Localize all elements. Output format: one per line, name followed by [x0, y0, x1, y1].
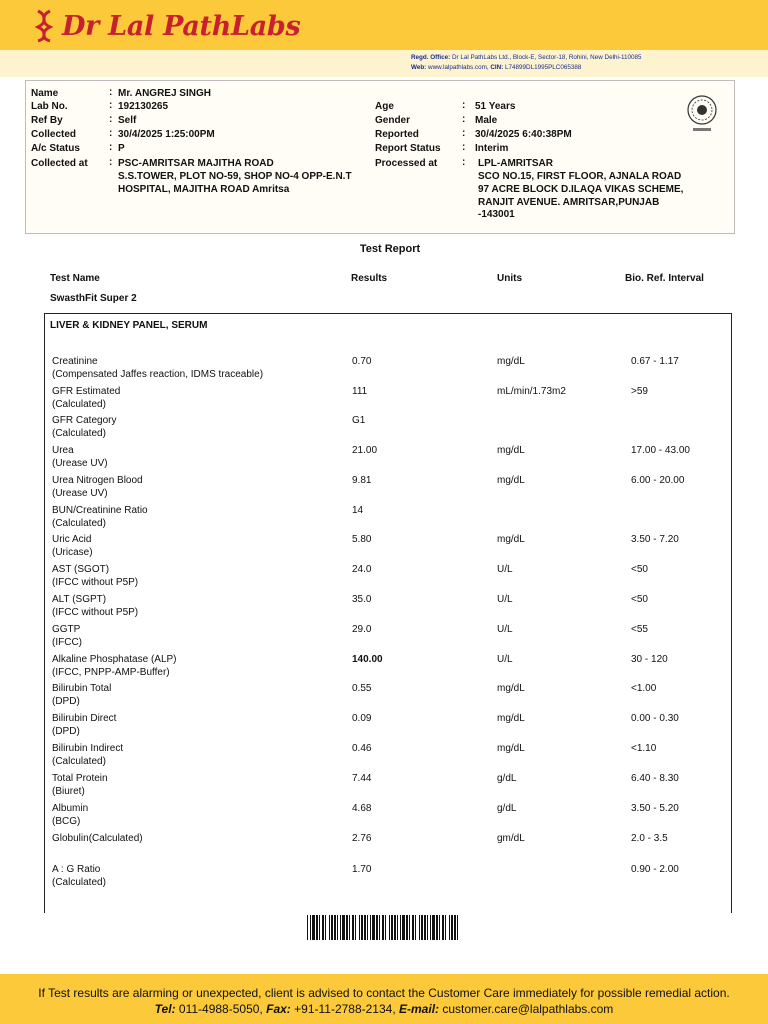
report-title: Test Report [359, 243, 421, 255]
test-result: 4.68 [352, 803, 372, 814]
test-unit: mg/dL [497, 713, 525, 724]
column-header-test: Test Name [50, 273, 100, 284]
test-result: G1 [352, 415, 366, 426]
column-header-results: Results [351, 273, 388, 284]
test-name: Globulin(Calculated) [52, 833, 143, 844]
test-method: (Calculated) [52, 877, 106, 888]
test-unit: g/dL [497, 773, 517, 784]
test-name: Bilirubin Direct [52, 713, 117, 724]
test-name: Urea Nitrogen Blood [52, 475, 143, 486]
test-name: ALT (SGPT) [52, 594, 107, 605]
table-row [0, 563, 768, 593]
table-row [0, 772, 768, 802]
email-link[interactable]: customer.care@lalpathlabs.com [442, 1002, 614, 1016]
test-ref-interval: <55 [631, 624, 648, 635]
table-row [0, 444, 768, 474]
reported-label: Reported [375, 129, 419, 140]
report-status-label: Report Status [375, 143, 441, 154]
test-unit: U/L [497, 564, 513, 575]
footer-band [0, 974, 768, 1024]
ref-by: Self [118, 115, 137, 126]
table-row [0, 474, 768, 504]
collected-at-line: PSC-AMRITSAR MAJITHA ROAD [118, 158, 274, 169]
table-row [0, 623, 768, 653]
test-method: (IFCC without P5P) [52, 607, 139, 618]
table-row [0, 533, 768, 563]
test-ref-interval: 0.90 - 2.00 [631, 864, 679, 875]
test-name: GGTP [52, 624, 81, 635]
test-name: Total Protein [52, 773, 108, 784]
test-result: 24.0 [352, 564, 372, 575]
test-name: Alkaline Phosphatase (ALP) [52, 654, 177, 665]
test-result: 21.00 [352, 445, 378, 456]
table-row [0, 742, 768, 772]
column-header-ref-interval: Bio. Ref. Interval [625, 273, 704, 284]
ref-by-label: Ref By [31, 115, 63, 126]
table-row [0, 832, 768, 862]
test-result: 0.09 [352, 713, 372, 724]
test-method: (Compensated Jaffes reaction, IDMS traceable) [52, 369, 264, 380]
test-ref-interval: <50 [631, 564, 648, 575]
test-ref-interval: 3.50 - 5.20 [631, 803, 679, 814]
test-name: A : G Ratio [52, 864, 101, 875]
test-name: AST (SGOT) [52, 564, 110, 575]
accreditation-seal-icon [685, 94, 719, 134]
table-row [0, 653, 768, 683]
telephone: 011-4988-5050, [178, 1002, 263, 1016]
test-ref-interval: 6.40 - 8.30 [631, 773, 679, 784]
processed-at-label: Processed at [375, 158, 438, 169]
test-unit: U/L [497, 654, 513, 665]
test-unit: mg/dL [497, 683, 525, 694]
lab-no: 192130265 [118, 101, 169, 112]
lab-no-label: Lab No. [31, 101, 68, 112]
age-label: Age [375, 101, 394, 112]
test-ref-interval: 6.00 - 20.00 [631, 475, 685, 486]
processed-at-line: 97 ACRE BLOCK D.ILAQA VIKAS SCHEME, [478, 184, 684, 195]
collected-at-line: HOSPITAL, MAJITHA ROAD Amritsa [118, 184, 290, 195]
test-ref-interval: <1.00 [631, 683, 657, 694]
test-result: 35.0 [352, 594, 372, 605]
test-result: 0.70 [352, 356, 372, 367]
test-method: (Uricase) [52, 547, 93, 558]
test-unit: mg/dL [497, 475, 525, 486]
processed-at-line: LPL-AMRITSAR [478, 158, 553, 169]
processed-at-line: -143001 [478, 209, 515, 220]
test-method: (IFCC) [52, 637, 82, 648]
test-result: 29.0 [352, 624, 372, 635]
test-ref-interval: 0.00 - 0.30 [631, 713, 679, 724]
test-method: (Calculated) [52, 518, 106, 529]
test-result: 0.55 [352, 683, 372, 694]
test-name: Creatinine [52, 356, 98, 367]
table-row [0, 355, 768, 385]
test-ref-interval: 2.0 - 3.5 [631, 833, 668, 844]
test-name: Uric Acid [52, 534, 92, 545]
footer-advisory: If Test results are alarming or unexpected, client is advised to contact the Customer Care immediately for possible remedial action. [38, 986, 730, 1000]
test-result: 5.80 [352, 534, 372, 545]
table-row [0, 414, 768, 444]
test-name: Bilirubin Indirect [52, 743, 124, 754]
package-name: SwasthFit Super 2 [50, 293, 137, 304]
collected-at-label: Collected at [31, 158, 88, 169]
test-method: (Urease UV) [52, 458, 108, 469]
test-name: GFR Estimated [52, 386, 121, 397]
dna-logo-icon [34, 9, 54, 43]
test-name: GFR Category [52, 415, 117, 426]
test-result: 14 [352, 505, 364, 516]
test-ref-interval: <50 [631, 594, 648, 605]
table-row [0, 712, 768, 742]
test-name: Bilirubin Total [52, 683, 112, 694]
test-unit: mg/dL [497, 445, 525, 456]
table-row [0, 863, 768, 893]
barcode-icon [307, 915, 461, 940]
test-ref-interval: 3.50 - 7.20 [631, 534, 679, 545]
test-method: (Calculated) [52, 428, 106, 439]
table-row [0, 682, 768, 712]
test-method: (DPD) [52, 696, 80, 707]
test-method: (Biuret) [52, 786, 85, 797]
registered-office: Regd. Office: Dr Lal PathLabs Ltd., Block-E, Sector-18, Rohini, New Delhi-110085 Web: www.lalpathlabs.com, CIN: L74899DL1995PLC065388 [411, 54, 642, 71]
collected-label: Collected [31, 129, 77, 140]
test-unit: gm/dL [497, 833, 525, 844]
ac-status-label: A/c Status [31, 143, 80, 154]
test-unit: mL/min/1.73m2 [497, 386, 566, 397]
test-method: (Calculated) [52, 756, 106, 767]
ac-status: P [118, 143, 125, 154]
reported-time: 30/4/2025 6:40:38PM [475, 129, 572, 140]
test-unit: g/dL [497, 803, 517, 814]
brand-logo [34, 8, 300, 44]
test-name: BUN/Creatinine Ratio [52, 505, 148, 516]
brand-name: Dr Lal PathLabs [62, 10, 301, 42]
test-unit: U/L [497, 624, 513, 635]
table-row [0, 385, 768, 415]
test-result: 2.76 [352, 833, 372, 844]
test-name: Urea [52, 445, 74, 456]
age: 51 Years [475, 101, 516, 112]
test-ref-interval: 30 - 120 [631, 654, 668, 665]
fax: +91-11-2788-2134, [294, 1002, 396, 1016]
test-result: 1.70 [352, 864, 372, 875]
test-result-abnormal: 140.00 [352, 654, 383, 665]
test-unit: mg/dL [497, 534, 525, 545]
address-band [0, 50, 768, 77]
table-row [0, 504, 768, 534]
table-row [0, 802, 768, 832]
test-unit: mg/dL [497, 356, 525, 367]
test-result: 0.46 [352, 743, 372, 754]
test-result: 9.81 [352, 475, 372, 486]
collected-time: 30/4/2025 1:25:00PM [118, 129, 215, 140]
processed-at-line: SCO NO.15, FIRST FLOOR, AJNALA ROAD [478, 171, 682, 182]
test-method: (BCG) [52, 816, 81, 827]
gender: Male [475, 115, 498, 126]
processed-at-line: RANJIT AVENUE. AMRITSAR,PUNJAB [478, 197, 660, 208]
test-unit: mg/dL [497, 743, 525, 754]
test-unit: U/L [497, 594, 513, 605]
test-result: 7.44 [352, 773, 372, 784]
test-name: Albumin [52, 803, 89, 814]
test-ref-interval: 17.00 - 43.00 [631, 445, 690, 456]
gender-label: Gender [375, 115, 411, 126]
test-method: (IFCC without P5P) [52, 577, 139, 588]
test-ref-interval: >59 [631, 386, 648, 397]
report-status: Interim [475, 143, 509, 154]
patient-name: Mr. ANGREJ SINGH [118, 88, 211, 99]
column-header-units: Units [497, 273, 522, 284]
footer-contacts: Tel: 011-4988-5050, Fax: +91-11-2788-2134, E-mail: customer.care@lalpathlabs.com [154, 1002, 614, 1016]
collected-at-line: S.S.TOWER, PLOT NO-59, SHOP NO-4 OPP-E.N.T [118, 171, 352, 182]
table-row [0, 593, 768, 623]
test-method: (DPD) [52, 726, 80, 737]
test-ref-interval: <1.10 [631, 743, 657, 754]
name-label: Name [31, 88, 59, 99]
test-result: 111 [352, 386, 368, 397]
test-method: (Urease UV) [52, 488, 108, 499]
panel-title: LIVER & KIDNEY PANEL, SERUM [50, 320, 208, 331]
test-ref-interval: 0.67 - 1.17 [631, 356, 679, 367]
test-method: (Calculated) [52, 399, 106, 410]
test-method: (IFCC, PNPP-AMP-Buffer) [52, 667, 170, 678]
